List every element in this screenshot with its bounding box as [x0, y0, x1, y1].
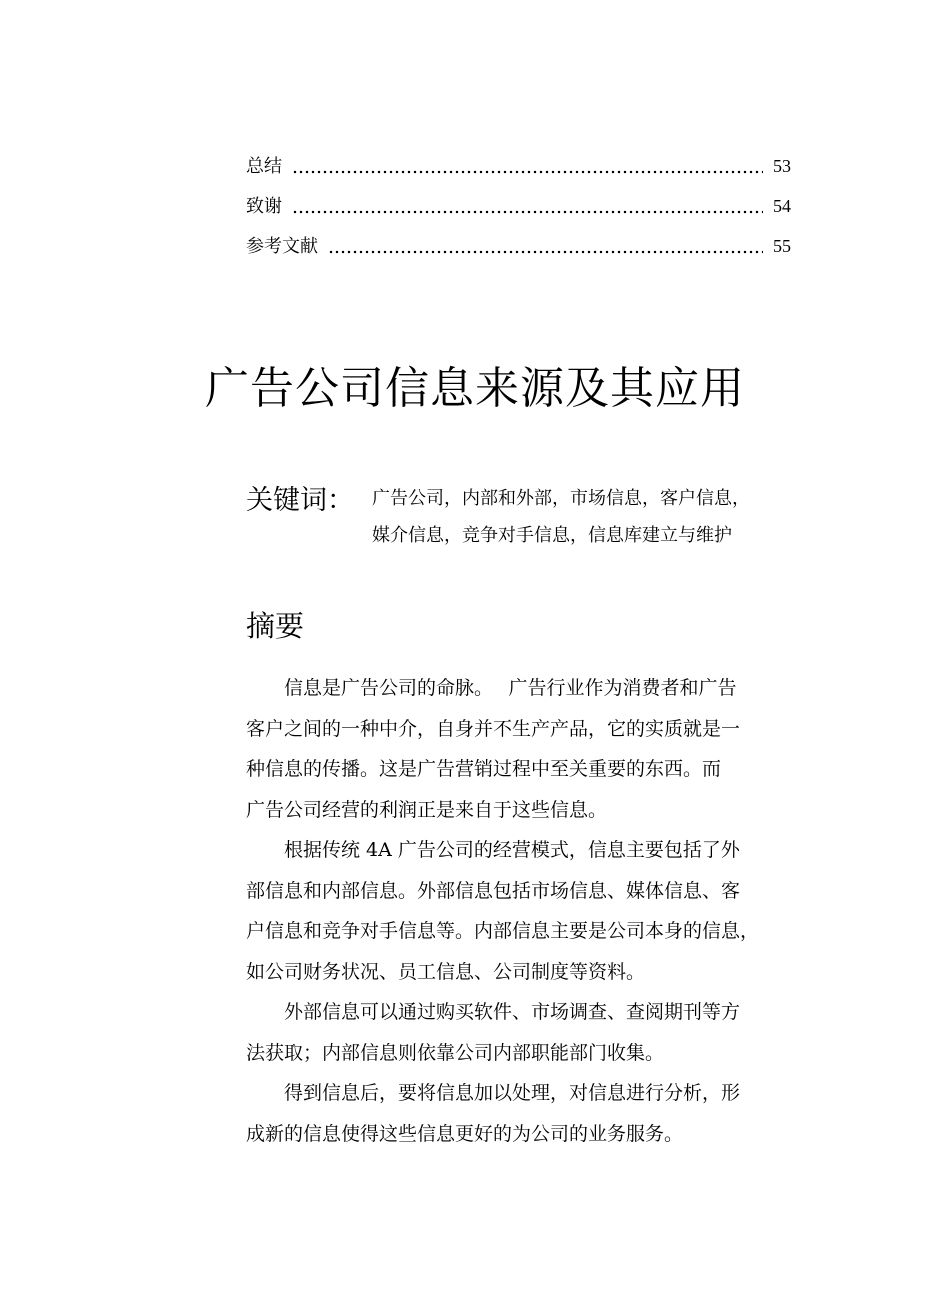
paragraph-line: 得到信息后，要将信息加以处理，对信息进行分析，形	[284, 1082, 741, 1104]
toc-entry-page: 54	[773, 196, 791, 216]
toc-entry-references[interactable]	[246, 232, 791, 272]
abstract-paragraph	[246, 830, 806, 992]
keywords-list	[372, 480, 822, 554]
paragraph-line: 种信息的传播。这是广告营销过程中至关重要的东西。而	[246, 758, 722, 780]
paragraph-line: 户信息和竞争对手信息等。内部信息主要是公司本身的信息，	[246, 920, 760, 942]
abstract-body	[246, 668, 806, 1154]
abstract-paragraph	[246, 992, 806, 1073]
paragraph-line: 根据传统 4A 广告公司的经营模式，信息主要包括了外	[284, 839, 740, 861]
paragraph-line: 部信息和内部信息。外部信息包括市场信息、媒体信息、客	[246, 879, 741, 902]
keywords-line: 广告公司，内部和外部，市场信息，客户信息，	[372, 488, 750, 509]
toc-entry-acknowledgements[interactable]	[246, 192, 791, 232]
toc-entry-summary[interactable]	[246, 152, 791, 192]
abstract-paragraph	[246, 1073, 806, 1154]
document-title: 广告公司信息来源及其应用	[205, 363, 745, 414]
toc-leader-dots	[292, 210, 763, 214]
paragraph-line: 如公司财务状况、员工信息、公司制度等资料。	[246, 960, 646, 983]
paragraph-line: 成新的信息使得这些信息更好的为公司的业务服务。	[246, 1122, 684, 1145]
toc-entry-label: 参考文献	[246, 236, 318, 257]
paragraph-line: 广告公司经营的利润正是来自于这些信息。	[246, 798, 608, 821]
keywords-label: 关键词：	[246, 485, 354, 516]
toc-entry-page: 55	[773, 236, 791, 256]
paragraph-line: 客户之间的一种中介，自身并不生产产品，它的实质就是一	[246, 717, 741, 740]
abstract-paragraph	[246, 668, 806, 830]
keywords-line: 媒介信息，竞争对手信息，信息库建立与维护	[372, 525, 732, 546]
abstract-heading: 摘要	[246, 609, 305, 643]
toc-leader-dots	[328, 250, 763, 254]
toc-entry-page: 53	[773, 156, 791, 176]
table-of-contents	[246, 152, 791, 272]
toc-entry-label: 致谢	[246, 196, 282, 217]
paragraph-line: 信息是广告公司的命脉。 广告行业作为消费者和广告	[284, 677, 737, 699]
paragraph-line: 法获取；内部信息则依靠公司内部职能部门收集。	[246, 1041, 665, 1064]
paragraph-line: 外部信息可以通过购买软件、市场调查、查阅期刊等方	[284, 1001, 741, 1023]
toc-entry-label: 总结	[246, 156, 282, 177]
toc-leader-dots	[292, 170, 763, 174]
